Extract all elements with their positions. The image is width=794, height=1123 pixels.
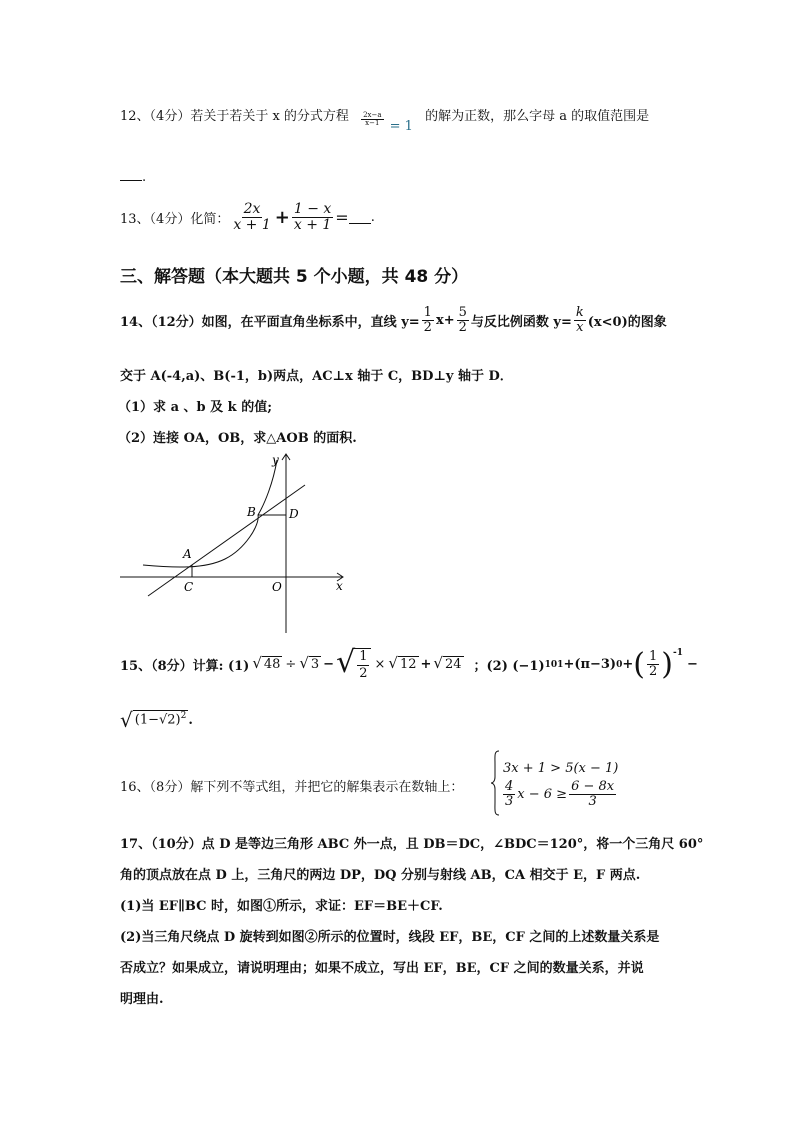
q12-answer-line <box>120 168 146 185</box>
q16-ineq2-mid: x − 6 ≥ <box>517 786 568 802</box>
q14-slope-den: 2 <box>423 319 432 335</box>
label-b: B <box>247 505 256 519</box>
q12-answer-blank <box>120 168 142 181</box>
q14-k-den: x <box>576 319 584 335</box>
q16-ineq2-den: 3 <box>505 793 514 809</box>
q14-intercept-fraction <box>457 306 469 334</box>
q17-line-5: 否成立？如果成立，请说明理由；如果不成立，写出 EF，BE，CF 之间的数量关系，并说 <box>120 961 644 976</box>
q14-x-plus: x+ <box>435 312 455 328</box>
label-y: y <box>272 453 279 467</box>
q16-inequality-system <box>490 750 618 816</box>
q14-k-fraction <box>574 306 586 334</box>
q17-line-6: 明理由. <box>120 992 164 1007</box>
q14-line-2: 交于 A(-4,a)、B(-1，b)两点，AC⊥x 轴于 C，BD⊥y 轴于 D． <box>120 369 513 384</box>
question-14 <box>120 306 667 334</box>
hyperbola-branch <box>143 460 277 567</box>
q12-eq-denominator: x−1 <box>365 119 380 127</box>
q15-minus: − <box>323 657 335 673</box>
q14-intercept-num: 5 <box>458 305 467 320</box>
q12-eq-numerator: 2x−a <box>363 110 382 119</box>
q15-radicand-24: 24 <box>444 657 462 673</box>
q15-exp-minus-1: -1 <box>672 647 683 658</box>
q16-ineq2-rden: 3 <box>588 793 597 809</box>
q15-radicand-12: 12 <box>399 657 417 673</box>
q15-separator: ；(2) (−1) <box>473 659 545 675</box>
q15-sqrt-24: √ 24 <box>433 654 462 673</box>
question-12 <box>120 105 650 134</box>
q15-line2-end: . <box>188 712 193 728</box>
q14-intercept-den: 2 <box>458 319 467 335</box>
label-x: x <box>336 579 343 593</box>
q14-part-1: （1）求 a 、b 及 k 的值; <box>118 400 272 415</box>
q16-ineq2-rnum: 6 − 8x <box>571 778 615 794</box>
q15-paren-num: 1 <box>648 649 658 665</box>
q15-sqrt-expression: √ $(1-√2)^2$ <box>120 708 187 732</box>
q15-half-num: 1 <box>359 649 368 664</box>
q13-fraction-1 <box>231 202 272 232</box>
q17-line-2: 角的顶点放在点 D 上，三角尺的两边 DP，DQ 分别与射线 AB，CA 相交于 E，F 两点. <box>120 868 641 883</box>
q15-paren-den: 2 <box>648 664 658 680</box>
label-a: A <box>183 547 192 561</box>
q17-line-3: (1)当 EF∥BC 时，如图①所示，求证：EF＝BE＋CF. <box>120 899 443 914</box>
q15-plus-2: + <box>622 657 634 673</box>
q13-f2-denominator: x + 1 <box>293 216 332 233</box>
q15-line2-inner: (1−√2) <box>134 712 181 728</box>
q15-radicand-48: 48 <box>263 657 281 673</box>
q13-fraction-2 <box>292 202 333 232</box>
q14-coordinate-figure <box>115 448 355 638</box>
q12-equation-fraction <box>361 112 383 128</box>
q16-inequality-1: 3x + 1 > 5(x − 1) <box>503 760 619 776</box>
q15-exp-0: 0 <box>616 659 623 670</box>
q15-times: × <box>374 657 386 673</box>
q13-label: 13、（4分）化简： <box>120 211 230 227</box>
q12-end: . <box>142 170 147 185</box>
q13-f1-denominator: x + 1 <box>233 216 271 233</box>
q15-sqrt-12: √ 12 <box>388 654 417 673</box>
q15-paren-fraction <box>647 650 659 678</box>
question-13 <box>120 202 375 232</box>
q15-sqrt-half: √ $\frac{1}{2}$ <box>336 648 371 681</box>
q15-line2-exp: 2 <box>180 711 187 721</box>
label-o: O <box>272 580 282 594</box>
q17-line-4: (2)当三角尺绕点 D 旋转到如图②所示的位置时，线段 EF，BE，CF 之间的上述数量关系是 <box>120 930 660 945</box>
q14-condition: (x<0)的图象 <box>587 314 667 330</box>
q12-tail: 的解为正数，那么字母 a 的取值范围是 <box>425 109 650 124</box>
q15-divide: ÷ <box>285 657 297 673</box>
q14-part-2: （2）连接 OA，OB，求△AOB 的面积. <box>118 431 357 446</box>
q12-eq-rhs: = 1 <box>389 119 413 134</box>
q13-answer-blank <box>349 211 371 224</box>
q15-label: 15、（8分）计算: (1) <box>120 659 250 675</box>
q13-end: . <box>370 209 375 225</box>
q13-f1-numerator: 2x <box>243 201 261 217</box>
q15-half-den: 2 <box>359 665 368 681</box>
label-c: C <box>184 580 194 594</box>
q15-exp-101: 101 <box>544 659 564 670</box>
q14-label: 14、（12分）如图，在平面直角坐标系中，直线 y= <box>120 314 420 330</box>
q15-pi-part: +(π−3) <box>563 657 617 673</box>
q15-line-2 <box>120 710 193 730</box>
q15-minus-2: − <box>686 657 698 673</box>
q16-brace <box>490 750 500 816</box>
label-d: D <box>289 507 299 521</box>
q17-line-1: 17、（10分）点 D 是等边三角形 ABC 外一点，且 DB＝DC，∠BDC＝120°，将一个三角尺 60° <box>120 837 704 852</box>
q13-plus: + <box>274 206 290 228</box>
q16-label: 16、（8分）解下列不等式组，并把它的解集表示在数轴上： <box>120 780 464 795</box>
q14-k-num: k <box>575 305 584 320</box>
q14-slope-fraction <box>422 306 434 334</box>
question-15: 15、（8分）计算: (1) √ 48 ÷ √ 3 − √ $\frac{1}{2}$ × √ 12 + √ 24 ；(2) (−1) 101 +(π−3) 0 + ( $\frac{1}{2}$ ) $^{-1}$ − <box>120 645 698 682</box>
q14-slope-num: 1 <box>423 305 432 320</box>
q13-f2-numerator: 1 − x <box>293 201 332 217</box>
q13-equals: = <box>335 207 349 227</box>
q16-ineq2-num: 4 <box>505 778 514 794</box>
q12-label: 12、（4分）若关于若关于 x 的分式方程 <box>120 109 349 124</box>
q15-radicand-3: 3 <box>310 657 320 673</box>
q15-sqrt-48: √ 48 <box>252 654 281 673</box>
q14-mid: 与反比例函数 y= <box>470 314 572 330</box>
q16-inequality-2 <box>503 780 618 808</box>
q15-sqrt-3: √ 3 <box>299 654 320 673</box>
section-3-title: 三、解答题（本大题共 5 个小题，共 48 分） <box>120 267 469 287</box>
q15-plus: + <box>420 657 432 673</box>
